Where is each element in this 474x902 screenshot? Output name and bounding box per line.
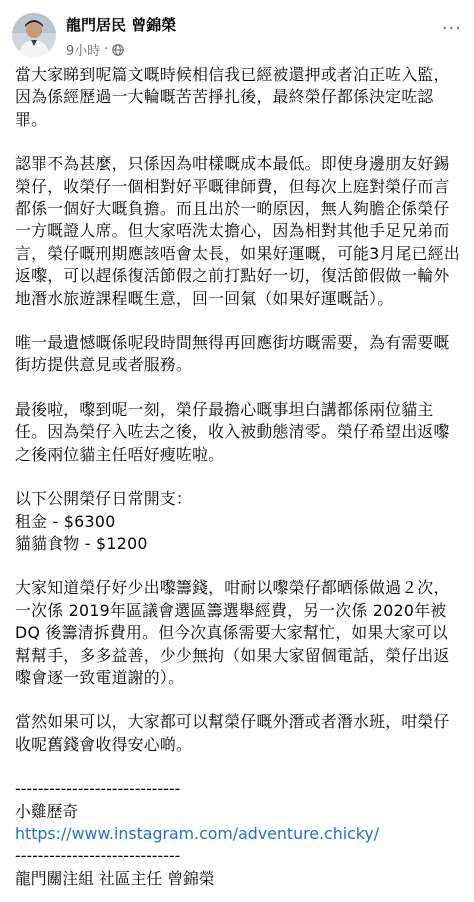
meta-dot: · [104,42,109,57]
signature-name: 小雞歷奇 [15,801,79,821]
more-options-icon[interactable]: ··· [441,18,462,39]
paragraph-2: 認罪不為甚麼，只係因為咁樣嘅成本最低。即使身邊朋友好錫榮仔，收榮仔一個相對好平嘅律師費，但每次上庭對榮仔而言都係一個好大嘅負擔。而且出於一啲原因，無人夠膽企係榮仔一方嘅證人席。但大家唔洗太擔心，因為相對其他手足兄弟而言，榮仔嘅刑期應該唔會太長，如果好運嘅，可能3月尾已經出返嚟，可以趕係復活節假之前打點好一切，復活節假做一輪外地潛水旅遊課程嘅生意，回一回氣（如果好運嘅話）。 [15,154,460,308]
post-body [15,64,461,890]
signature-footer: 龍門關注組 社區主任 曾錦榮 [15,868,215,888]
paragraph-4: 最後啦，嚟到呢一刻，榮仔最擔心嘅事坦白講都係兩位貓主任。因為榮仔入咗去之後，收入被動態清零。榮仔希望出返嚟之後兩位貓主任唔好瘦咗啦。 [15,399,450,464]
separator-top: ----------------------------- [15,779,181,799]
expenses-block [15,488,461,555]
avatar[interactable] [12,13,56,57]
paragraph-7: 當然如果可以，大家都可以幫榮仔嘅外潛或者潛水班，咁榮仔收呢舊錢會收得安心啲。 [15,712,450,754]
paragraph-1: 當大家睇到呢篇文嘅時候相信我已經被還押或者泊正咗入監，因為係經歷過一大輪嘅苦苦掙扎後，最終榮仔都係決定咗認罪。 [15,65,450,129]
paragraph-3: 唯一最遺憾嘅係呢段時間無得再回應街坊嘅需要，為有需要嘅街坊提供意見或者服務。 [15,333,450,375]
expense-cat-food: 貓貓食物 - $1200 [15,533,148,553]
expenses-title: 以下公開榮仔日常開支： [15,489,193,509]
author-name[interactable]: 龍門居民 曾錦榮 [66,16,177,34]
separator-bottom: ----------------------------- [15,846,181,866]
paragraph-6: 大家知道榮仔好少出嚟籌錢，咁耐以嚟榮仔都晒係做過２次，一次係 2019年區議會選區籌選舉經費，另一次係 2020年被 DQ 後籌清拆費用。但今次真係需要大家幫忙，如果大家可以幫幫手，多多益善，少少無拘（如果大家留個電話，榮仔出返嚟會逐一致電道謝的）。 [15,578,450,687]
post-header [0,0,474,64]
instagram-link[interactable]: https://www.instagram.com/adventure.chicky/ [15,823,380,843]
post-meta [66,40,124,59]
avatar-portrait-icon [12,13,56,57]
globe-icon [112,44,124,56]
post-time[interactable]: 9小時 [66,44,101,59]
expense-rent: 租金 - $6300 [15,511,116,531]
